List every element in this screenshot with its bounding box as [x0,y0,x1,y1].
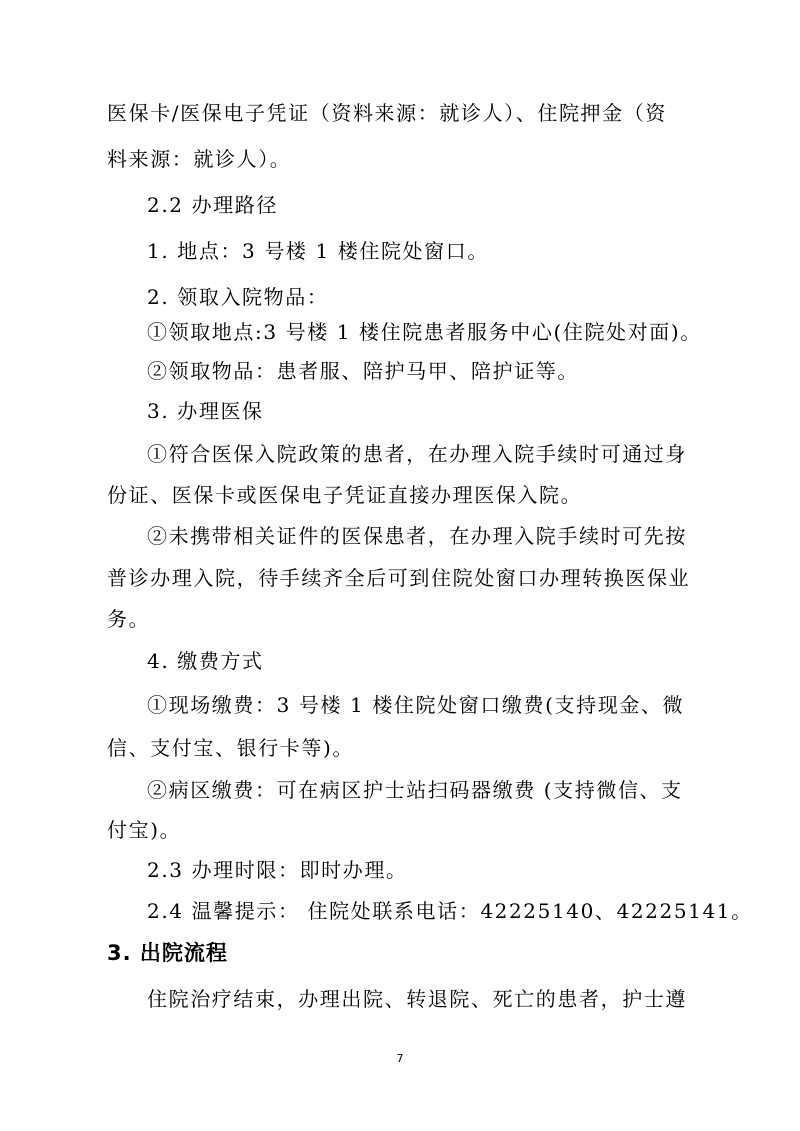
text-line-payment-1a: ①现场缴费：3 号楼 1 楼住院处窗口缴费(支持现金、微 [147,693,685,717]
text-line-location: 1. 地点：3 号楼 1 楼住院处窗口。 [147,239,489,263]
subheading-2-2: 2.2 办理路径 [147,193,278,217]
text-line-collect-goods: ②领取物品：患者服、陪护马甲、陪护证等。 [147,359,579,383]
text-line-discharge: 住院治疗结束，办理出院、转退院、死亡的患者，护士遵 [147,987,687,1011]
text-line-payment-1b: 信、支付宝、银行卡等)。 [107,736,355,760]
subheading-2-4: 2.4 温馨提示： 住院处联系电话：42225140、42225141。 [147,899,753,923]
text-line-1: 医保卡/医保电子凭证（资料来源：就诊人）、住院押金（资 [107,101,667,125]
subheading-2-3: 2.3 办理时限：即时办理。 [147,858,408,882]
section-heading: 3. 出院流程 [107,941,228,965]
text-line-insurance-1b: 份证、医保卡或医保电子凭证直接办理医保入院。 [107,483,583,507]
text-line-payment-2b: 付宝)。 [107,818,182,842]
text-line-insurance: 3. 办理医保 [147,399,264,423]
text-line-collect-location: ①领取地点:3 号楼 1 楼住院患者服务中心(住院处对面)。 [147,320,702,344]
text-line-payment-2a: ②病区缴费：可在病区护士站扫码器缴费 (支持微信、支 [147,778,683,802]
page-number: 7 [396,1052,404,1065]
text-line-collect-items: 2. 领取入院物品： [147,285,329,309]
text-line-2: 料来源：就诊人）。 [107,147,292,171]
text-line-insurance-2b: 普诊办理入院，待手续齐全后可到住院处窗口办理转换医保业 [107,566,691,590]
text-line-insurance-1a: ①符合医保入院政策的患者，在办理入院手续时可通过身 [147,442,687,466]
text-line-insurance-2c: 务。 [107,607,151,631]
text-line-payment: 4. 缴费方式 [147,649,264,673]
text-line-insurance-2a: ②未携带相关证件的医保患者，在办理入院手续时可先按 [147,524,687,548]
